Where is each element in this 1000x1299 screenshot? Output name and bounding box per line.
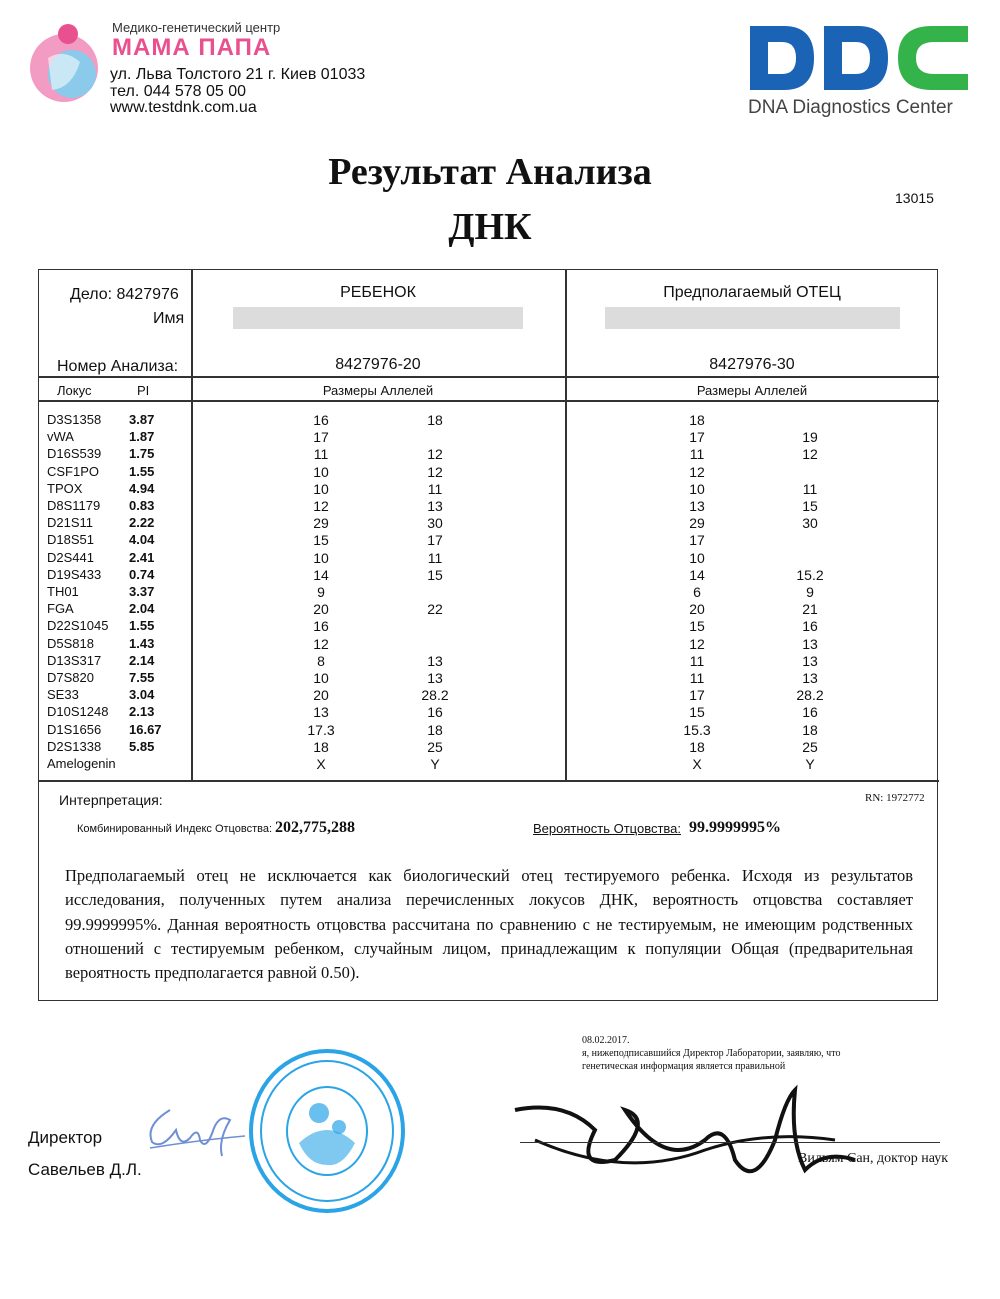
child-allele-2: 18 <box>427 412 443 428</box>
pi-cell: 16.67 <box>129 721 162 737</box>
locus-cell: SE33 <box>47 687 79 703</box>
locus-cell: D19S433 <box>47 566 102 582</box>
father-allele-1: 20 <box>689 601 705 618</box>
pi-cell: 0.74 <box>129 566 155 582</box>
attest-line-1: я, нижеподписавшийся Директор Лаборатории, заявляю, что <box>582 1048 841 1059</box>
locus-cell: D16S539 <box>47 446 102 462</box>
table-row <box>39 481 939 498</box>
child-allele-2: 11 <box>427 480 443 497</box>
pi-cell: 4.94 <box>129 480 155 496</box>
table-row <box>39 670 939 687</box>
child-allele-2: 13 <box>427 498 443 514</box>
pi-cell: 1.75 <box>129 446 155 462</box>
child-allele-2: 12 <box>427 463 443 480</box>
locus-cell: TPOX <box>47 480 83 496</box>
locus-cell: D2S1338 <box>47 738 102 754</box>
child-allele-1: 29 <box>313 515 329 532</box>
document-number: 13015 <box>895 190 934 206</box>
table-row <box>39 567 939 584</box>
pi-cell: 1.55 <box>129 463 155 479</box>
official-stamp <box>247 1047 407 1215</box>
father-allele-1: 14 <box>689 566 705 583</box>
father-allele-1: 17 <box>689 532 705 549</box>
father-allele-1: 15.3 <box>683 721 711 738</box>
pi-cell: 1.87 <box>129 429 155 445</box>
child-allele-1: 10 <box>313 549 329 566</box>
cpi-value: 202,775,288 <box>275 819 355 836</box>
locus-cell: D8S1179 <box>47 498 101 513</box>
table-row <box>39 532 939 549</box>
table-row <box>39 704 939 721</box>
case-label: Дело: 8427976 <box>70 286 179 303</box>
table-row <box>39 584 939 601</box>
locus-cell: vWA <box>47 429 74 445</box>
father-allele-1: 12 <box>689 635 705 652</box>
child-allele-1: 15 <box>313 532 329 549</box>
address: ул. Льва Толстого 21 г. Киев 01033 <box>110 66 366 83</box>
father-allele-1: 15 <box>689 618 705 635</box>
table-row <box>39 618 939 635</box>
child-allele-2: 28.2 <box>421 687 449 704</box>
director-title: Директор <box>28 1128 103 1147</box>
father-allele-2: 15 <box>802 498 818 514</box>
child-allele-1: 17 <box>313 429 329 446</box>
mama-papa-logo <box>28 18 100 110</box>
child-allele-2: 17 <box>427 532 443 549</box>
child-allele-2: 16 <box>427 704 443 721</box>
table-row <box>39 446 939 463</box>
father-allele-2: 9 <box>806 584 814 600</box>
table-row <box>39 601 939 618</box>
father-allele-1: 10 <box>689 480 705 497</box>
locus-cell: D10S1248 <box>47 704 109 720</box>
child-allele-1: 8 <box>317 652 325 669</box>
attest-line-2: генетическая информация является правильной <box>582 1061 786 1072</box>
brand-name: МАМА ПАПА <box>112 34 272 61</box>
father-allele-1: 18 <box>689 412 705 428</box>
father-allele-1: 17 <box>689 429 705 446</box>
father-allele-1: 6 <box>693 584 701 600</box>
father-allele-2: Y <box>805 756 815 772</box>
child-alleles-header: Размеры Аллелей <box>322 383 434 398</box>
father-header: Предполагаемый ОТЕЦ <box>663 284 841 301</box>
child-allele-1: 12 <box>313 635 329 652</box>
pi-cell: 1.55 <box>129 618 155 634</box>
child-allele-1: 11 <box>313 446 329 463</box>
table-row <box>39 687 939 704</box>
attest-date: 08.02.2017. <box>582 1035 630 1046</box>
table-row <box>39 412 939 429</box>
probability-value: 99.9999995% <box>689 819 781 836</box>
father-allele-1: X <box>692 756 702 772</box>
probability-label: Вероятность Отцовства: <box>533 821 682 836</box>
father-allele-1: 11 <box>689 670 705 686</box>
locus-cell: D21S11 <box>47 515 94 531</box>
child-name-redacted <box>233 307 523 329</box>
pi-cell: 3.37 <box>129 584 155 599</box>
father-allele-1: 10 <box>689 549 705 566</box>
rn-number: RN: 1972772 <box>865 792 925 804</box>
locus-cell: D18S51 <box>47 532 94 548</box>
child-allele-2: Y <box>430 756 440 772</box>
father-allele-1: 18 <box>689 738 705 755</box>
interpretation-label: Интерпретация: <box>59 792 163 808</box>
child-allele-1: 17.3 <box>307 721 335 738</box>
pi-cell: 5.85 <box>129 738 155 754</box>
phone: тел. 044 578 05 00 <box>110 83 247 100</box>
child-header: РЕБЕНОК <box>340 284 416 301</box>
father-allele-1: 11 <box>689 652 705 669</box>
father-allele-1: 12 <box>689 463 705 480</box>
father-name-redacted <box>605 307 900 329</box>
pi-cell: 2.41 <box>129 549 155 565</box>
locus-column-header: Локус <box>57 383 92 398</box>
org-label: Медико-генетический центр <box>112 20 281 35</box>
table-row <box>39 636 939 653</box>
child-allele-2: 15 <box>427 566 443 583</box>
child-allele-1: 18 <box>313 738 329 755</box>
father-allele-2: 13 <box>802 652 818 669</box>
father-allele-1: 29 <box>689 515 705 532</box>
report-title-dna: ДНК <box>448 206 532 248</box>
child-allele-1: 16 <box>313 618 329 635</box>
child-allele-1: 16 <box>313 412 329 428</box>
father-allele-2: 18 <box>802 721 818 738</box>
table-row <box>39 429 939 446</box>
child-allele-2: 13 <box>427 652 443 669</box>
pi-cell: 4.04 <box>129 532 155 548</box>
father-allele-2: 16 <box>802 618 818 635</box>
child-allele-1: 12 <box>313 498 329 514</box>
pi-cell: 2.22 <box>129 515 155 531</box>
locus-cell: Amelogenin <box>47 756 116 771</box>
child-allele-2: 12 <box>427 446 443 463</box>
table-row <box>39 739 939 756</box>
pi-cell: 1.43 <box>129 635 155 651</box>
website: www.testdnk.com.ua <box>110 99 257 116</box>
child-analysis-number: 8427976-20 <box>335 356 421 373</box>
director-signature <box>140 1100 250 1160</box>
father-allele-1: 15 <box>689 704 705 721</box>
father-allele-2: 13 <box>802 670 818 686</box>
table-row <box>39 464 939 481</box>
interpretation-paragraph: Предполагаемый отец не исключается как биологический отец тестируемого ребенка. Исходя из результатов исследования, полученных путем анализа перечисленных локусов ДНК, вероятность отцовства составляет 99.9999995%. Данная вероятность отцовства рассчитана по сравнению с не тестируемым, не имеющим родственных отношений с тестируемым ребенком, случайным лицом, принадлежащим к популяции Общая (предварительная вероятность предполагается равной 0.50). <box>65 866 913 983</box>
table-row <box>39 550 939 567</box>
results-box <box>38 269 938 1001</box>
father-analysis-number: 8427976-30 <box>709 356 795 373</box>
child-allele-2: 11 <box>427 549 443 566</box>
father-allele-2: 30 <box>802 515 818 532</box>
child-allele-2: 25 <box>427 738 443 755</box>
father-allele-1: 11 <box>689 446 705 463</box>
locus-cell: CSF1PO <box>47 463 100 479</box>
father-allele-2: 12 <box>802 446 818 463</box>
table-row <box>39 498 939 515</box>
father-allele-2: 11 <box>802 480 818 497</box>
analysis-number-label: Номер Анализа: <box>57 358 179 375</box>
father-allele-2: 19 <box>802 429 818 446</box>
child-allele-2: 13 <box>427 670 443 686</box>
child-allele-1: 9 <box>317 584 325 600</box>
cpi-label: Комбинированный Индекс Отцовства: <box>77 823 273 835</box>
father-allele-2: 28.2 <box>796 687 824 704</box>
name-label: Имя <box>153 310 185 327</box>
child-allele-1: 20 <box>313 601 329 618</box>
pi-cell: 2.13 <box>129 704 155 720</box>
lab-director-signature <box>505 1080 865 1200</box>
child-allele-1: X <box>316 756 326 772</box>
table-row <box>39 653 939 670</box>
child-allele-1: 10 <box>313 670 329 686</box>
locus-cell: D3S1358 <box>47 412 102 427</box>
table-row <box>39 722 939 739</box>
locus-cell: D7S820 <box>47 670 94 685</box>
pi-cell: 2.04 <box>129 601 155 617</box>
director-name: Савельев Д.Л. <box>28 1160 142 1179</box>
locus-cell: D1S1656 <box>47 721 102 737</box>
father-allele-2: 15.2 <box>796 566 824 583</box>
pi-cell: 3.04 <box>129 687 155 703</box>
child-allele-1: 10 <box>313 480 329 497</box>
attestation <box>582 1034 912 1073</box>
table-row <box>39 515 939 532</box>
signature-line <box>520 1142 940 1143</box>
report-title: Результат Анализа <box>328 151 652 193</box>
father-allele-2: 25 <box>802 738 818 755</box>
lab-director-name: Вильям Сан, доктор наук <box>798 1151 949 1166</box>
locus-cell: D13S317 <box>47 652 102 668</box>
pi-cell: 7.55 <box>129 670 155 685</box>
ddc-logo <box>748 22 970 94</box>
father-allele-2: 13 <box>802 635 818 652</box>
pi-cell: 2.14 <box>129 652 155 668</box>
child-allele-1: 14 <box>313 566 329 583</box>
child-allele-2: 18 <box>427 721 443 738</box>
child-allele-2: 22 <box>427 601 443 618</box>
locus-cell: TH01 <box>47 584 79 599</box>
ddc-name: DNA Diagnostics Center <box>748 97 953 118</box>
father-allele-1: 13 <box>689 498 705 514</box>
child-allele-1: 13 <box>313 704 329 721</box>
father-allele-2: 16 <box>802 704 818 721</box>
locus-cell: D5S818 <box>47 635 94 651</box>
pi-cell: 0.83 <box>129 498 155 513</box>
locus-cell: D22S1045 <box>47 618 109 634</box>
table-row <box>39 756 939 773</box>
pi-cell: 3.87 <box>129 412 155 427</box>
child-allele-1: 20 <box>313 687 329 704</box>
pi-column-header: PI <box>137 383 150 398</box>
father-alleles-header: Размеры Аллелей <box>696 383 808 398</box>
child-allele-1: 10 <box>313 463 329 480</box>
locus-cell: D2S441 <box>47 549 94 565</box>
child-allele-2: 30 <box>427 515 443 532</box>
father-allele-2: 21 <box>802 601 818 618</box>
locus-cell: FGA <box>47 601 74 617</box>
father-allele-1: 17 <box>689 687 705 704</box>
